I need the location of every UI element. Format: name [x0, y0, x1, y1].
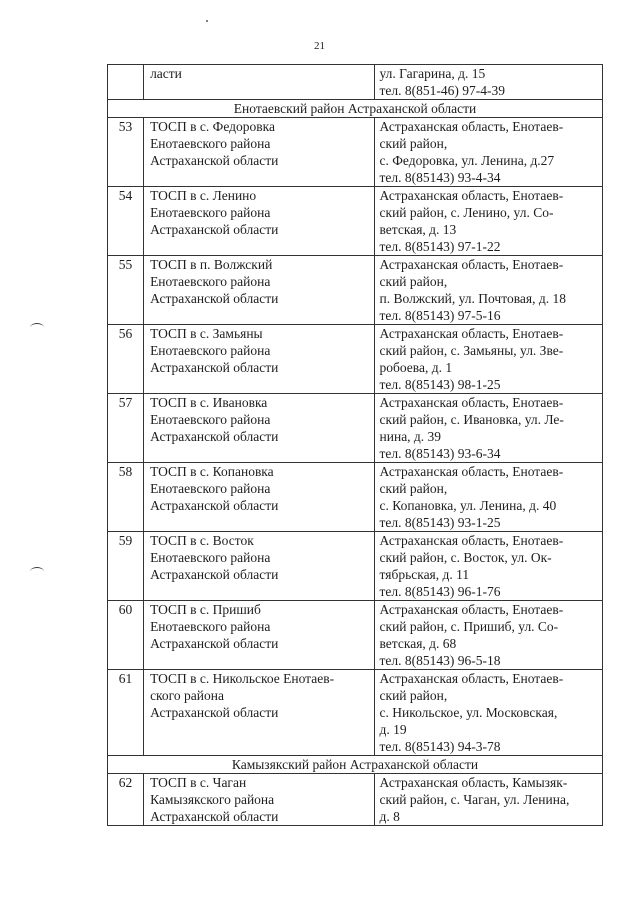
office-name-line: ТОСП в п. Волжский: [150, 257, 273, 272]
office-address-line: тел. 8(85143) 97-5-16: [379, 308, 501, 323]
office-address-cell: [374, 463, 602, 532]
office-address-line: тел. 8(85143) 94-3-78: [379, 739, 501, 754]
table-row: [108, 532, 603, 601]
office-name-line: Астраханской области: [150, 222, 279, 237]
office-name-line: Енотаевского района: [150, 136, 271, 151]
office-address-cell: [374, 256, 602, 325]
office-address-line: нина, д. 39: [379, 429, 442, 444]
office-address-cell: [374, 65, 602, 100]
office-name-cell: [144, 774, 374, 826]
office-address-line: Астраханская область, Енотаев-: [379, 119, 564, 134]
office-name-line: Астраханской области: [150, 567, 279, 582]
office-address-line: тел. 8(85143) 96-5-18: [379, 653, 501, 668]
table-row: [108, 774, 603, 826]
office-address-line: ский район, с. Пришиб, ул. Со-: [379, 619, 559, 634]
office-address-cell: [374, 325, 602, 394]
office-address-line: ский район, с. Чаган, ул. Ленина,: [379, 792, 570, 807]
office-name-line: Астраханской области: [150, 809, 279, 824]
office-name-line: ТОСП в с. Ленино: [150, 188, 257, 203]
office-name-line: ТОСП в с. Чаган: [150, 775, 247, 790]
office-address-line: Астраханская область, Енотаев-: [379, 326, 564, 341]
office-name-line: Астраханской области: [150, 498, 279, 513]
row-number: 59: [108, 532, 144, 601]
row-number: 57: [108, 394, 144, 463]
office-name-line: Енотаевского района: [150, 619, 271, 634]
office-address-cell: [374, 187, 602, 256]
page-number: 21: [314, 40, 325, 52]
row-number: 53: [108, 118, 144, 187]
section-header-row: [108, 756, 603, 774]
row-number: 58: [108, 463, 144, 532]
table-row: [108, 463, 603, 532]
office-name-cell: [144, 670, 374, 756]
office-address-line: тябрьская, д. 11: [379, 567, 470, 582]
office-name-line: ТОСП в с. Никольское Енотаев-: [150, 671, 335, 686]
office-name-cell: [144, 256, 374, 325]
office-address-cell: [374, 670, 602, 756]
row-number: 56: [108, 325, 144, 394]
office-address-line: робоева, д. 1: [379, 360, 453, 375]
offices-table: [107, 64, 603, 826]
office-name-cell: [144, 532, 374, 601]
office-name-line: ласти: [150, 66, 182, 81]
table-row: [108, 118, 603, 187]
office-address-line: с. Копановка, ул. Ленина, д. 40: [379, 498, 557, 513]
office-name-line: ТОСП в с. Федоровка: [150, 119, 275, 134]
office-address-line: д. 19: [379, 722, 407, 737]
office-address-cell: [374, 118, 602, 187]
office-name-line: ТОСП в с. Восток: [150, 533, 254, 548]
office-name-line: Астраханской области: [150, 360, 279, 375]
row-number: 62: [108, 774, 144, 826]
office-address-cell: [374, 394, 602, 463]
office-address-line: Астраханская область, Енотаев-: [379, 602, 564, 617]
office-address-line: Астраханская область, Енотаев-: [379, 188, 564, 203]
office-address-line: п. Волжский, ул. Почтовая, д. 18: [379, 291, 566, 306]
office-address-line: Астраханская область, Камызяк-: [379, 775, 568, 790]
section-title: Енотаевский район Астраханской области: [108, 100, 603, 118]
section-title: Камызякский район Астраханской области: [108, 756, 603, 774]
office-address-line: Астраханская область, Енотаев-: [379, 395, 564, 410]
office-address-cell: [374, 774, 602, 826]
office-address-line: тел. 8(85143) 93-6-34: [379, 446, 501, 461]
office-address-line: ветская, д. 13: [379, 222, 457, 237]
row-number: 60: [108, 601, 144, 670]
office-address-line: Астраханская область, Енотаев-: [379, 257, 564, 272]
office-address-line: ский район, с. Замьяны, ул. Зве-: [379, 343, 564, 358]
office-name-line: Астраханской области: [150, 636, 279, 651]
office-name-line: Камызякского района: [150, 792, 275, 807]
office-name-line: ского района: [150, 688, 224, 703]
office-address-line: тел. 8(851-46) 97-4-39: [379, 83, 505, 98]
office-name-cell: [144, 65, 374, 100]
office-name-line: Астраханской области: [150, 429, 279, 444]
table-row: [108, 256, 603, 325]
scan-dot: [206, 20, 208, 22]
office-address-line: ул. Гагарина, д. 15: [379, 66, 486, 81]
office-address-line: тел. 8(85143) 93-1-25: [379, 515, 501, 530]
office-name-cell: [144, 187, 374, 256]
office-address-line: с. Федоровка, ул. Ленина, д.27: [379, 153, 555, 168]
office-name-cell: [144, 601, 374, 670]
office-address-line: ский район, с. Ленино, ул. Со-: [379, 205, 554, 220]
office-address-line: Астраханская область, Енотаев-: [379, 464, 564, 479]
table-row: [108, 601, 603, 670]
row-number: 54: [108, 187, 144, 256]
office-name-line: Енотаевского района: [150, 205, 271, 220]
office-address-line: д. 8: [379, 809, 400, 824]
table-row: [108, 187, 603, 256]
office-address-line: ский район,: [379, 481, 448, 496]
office-name-cell: [144, 118, 374, 187]
office-name-line: ТОСП в с. Ивановка: [150, 395, 268, 410]
office-name-line: Астраханской области: [150, 291, 279, 306]
office-address-line: ский район,: [379, 688, 448, 703]
table-row: [108, 394, 603, 463]
office-name-cell: [144, 394, 374, 463]
office-address-line: ский район,: [379, 274, 448, 289]
office-name-line: Енотаевского района: [150, 481, 271, 496]
section-header-row: [108, 100, 603, 118]
office-name-line: Астраханской области: [150, 705, 279, 720]
office-address-line: Астраханская область, Енотаев-: [379, 671, 564, 686]
office-address-line: ский район,: [379, 136, 448, 151]
office-name-line: ТОСП в с. Пришиб: [150, 602, 261, 617]
office-address-line: Астраханская область, Енотаев-: [379, 533, 564, 548]
office-address-cell: [374, 532, 602, 601]
scan-mark: [30, 567, 44, 576]
office-address-line: ский район, с. Ивановка, ул. Ле-: [379, 412, 564, 427]
office-address-line: с. Никольское, ул. Московская,: [379, 705, 558, 720]
office-name-cell: [144, 325, 374, 394]
office-address-line: ветская, д. 68: [379, 636, 457, 651]
office-name-line: ТОСП в с. Замьяны: [150, 326, 263, 341]
row-number: [108, 65, 144, 100]
office-address-line: тел. 8(85143) 96-1-76: [379, 584, 501, 599]
office-address-line: тел. 8(85143) 93-4-34: [379, 170, 501, 185]
row-number: 55: [108, 256, 144, 325]
office-address-line: тел. 8(85143) 97-1-22: [379, 239, 501, 254]
office-name-line: Енотаевского района: [150, 412, 271, 427]
office-address-cell: [374, 601, 602, 670]
office-address-line: ский район, с. Восток, ул. Ок-: [379, 550, 552, 565]
office-name-line: Астраханской области: [150, 153, 279, 168]
office-name-line: ТОСП в с. Копановка: [150, 464, 274, 479]
office-name-cell: [144, 463, 374, 532]
row-number: 61: [108, 670, 144, 756]
scan-mark: [30, 323, 44, 332]
office-name-line: Енотаевского района: [150, 343, 271, 358]
table-row: [108, 325, 603, 394]
continued-row: [108, 65, 603, 100]
table-row: [108, 670, 603, 756]
office-name-line: Енотаевского района: [150, 550, 271, 565]
office-name-line: Енотаевского района: [150, 274, 271, 289]
office-address-line: тел. 8(85143) 98-1-25: [379, 377, 501, 392]
